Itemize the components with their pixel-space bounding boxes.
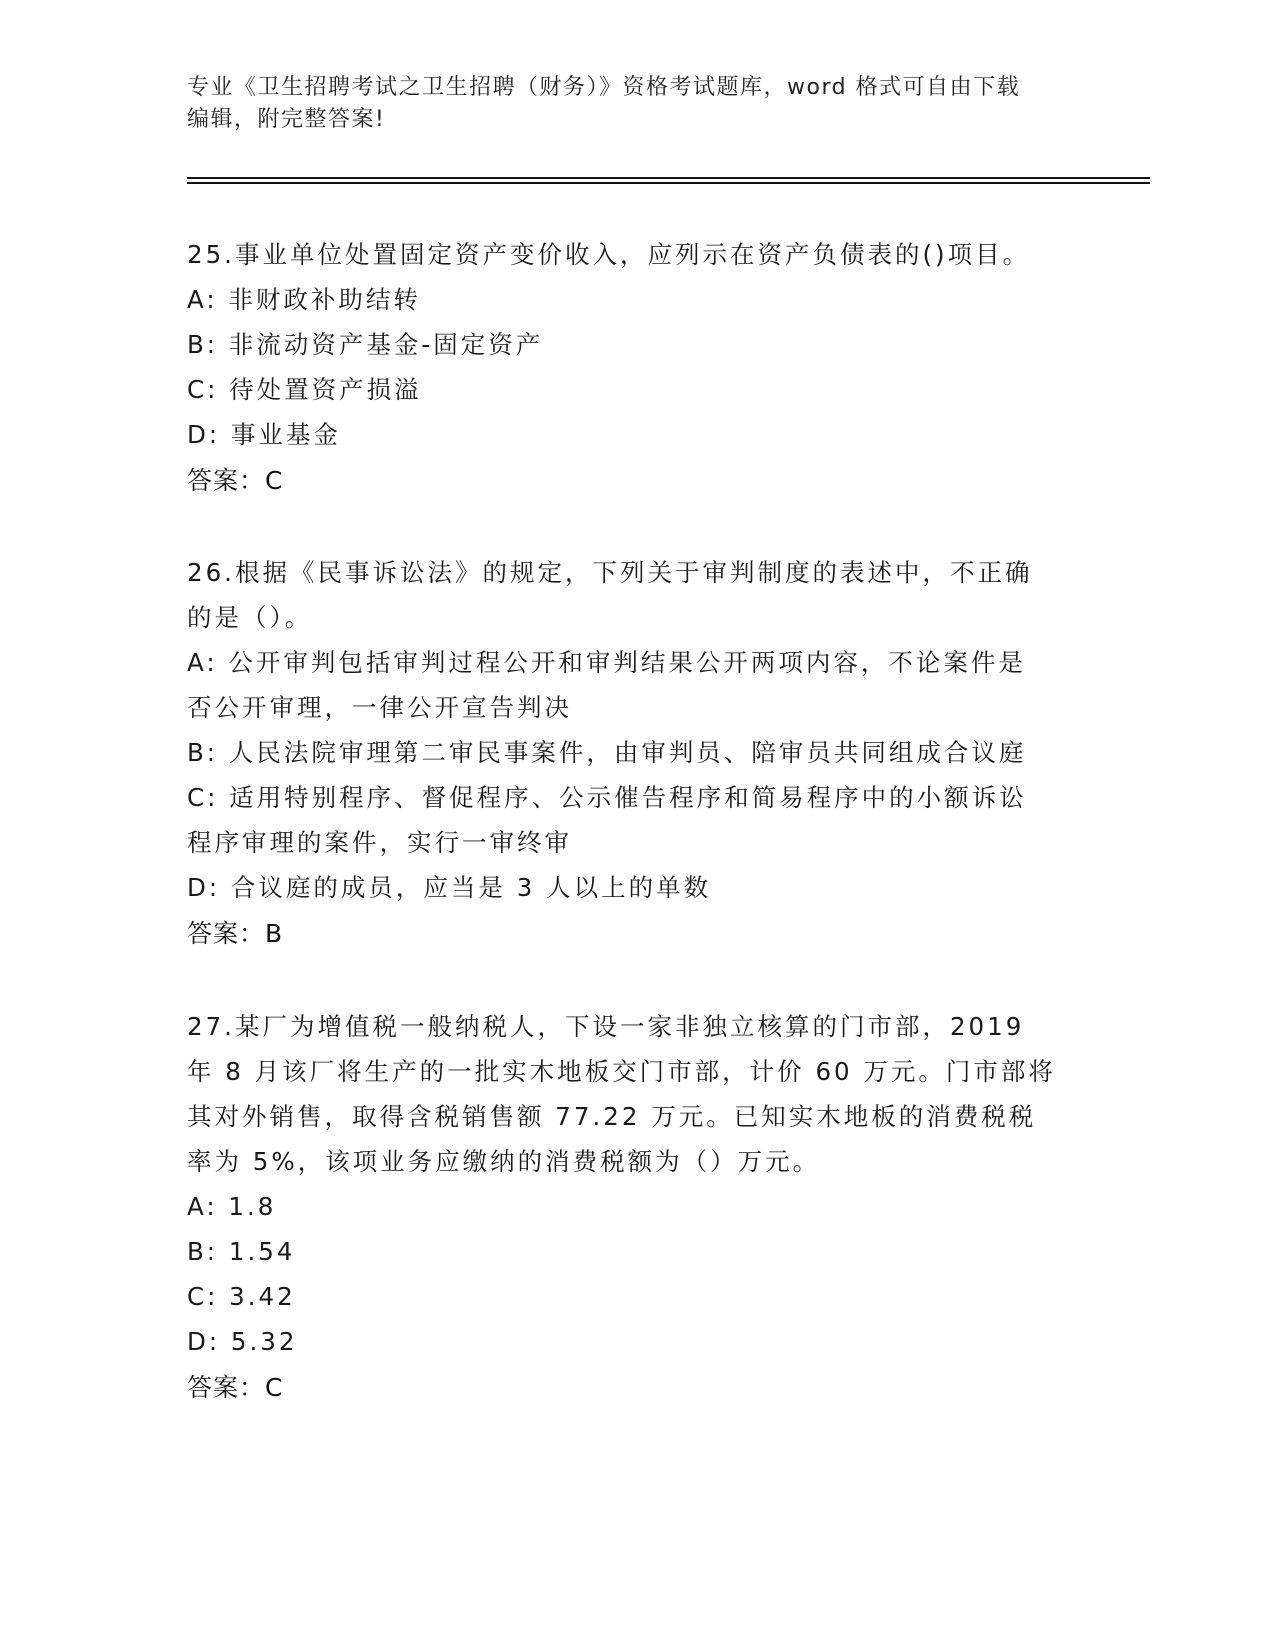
option-a: A: 1.8: [187, 1192, 277, 1221]
question-stem: 25.事业单位处置固定资产变价收入，应列示在资产负债表的()项目。: [187, 240, 1031, 269]
question-stem-line-4: 率为 5%，该项业务应缴纳的消费税额为（）万元。: [187, 1147, 821, 1176]
question-stem-line-1: 27.某厂为增值税一般纳税人，下设一家非独立核算的门市部，2019: [187, 1012, 1025, 1041]
question-stem-line-2: 的是（）。: [187, 603, 313, 632]
question-26: [187, 550, 1067, 956]
question-stem-line-3: 其对外销售，取得含税销售额 77.22 万元。已知实木地板的消费税税: [187, 1102, 1037, 1131]
document-header: [187, 72, 1087, 136]
answer-line: 答案：C: [187, 1373, 284, 1402]
question-stem-line-2: 年 8 月该厂将生产的一批实木地板交门市部，计价 60 万元。门市部将: [187, 1057, 1056, 1086]
option-b: B: 人民法院审理第二审民事案件，由审判员、陪审员共同组成合议庭: [187, 738, 1027, 767]
option-a-line-2: 否公开审理，一律公开宣告判决: [187, 693, 572, 722]
option-a-line-1: A: 公开审判包括审判过程公开和审判结果公开两项内容，不论案件是: [187, 648, 1026, 677]
option-c: C: 3.42: [187, 1282, 296, 1311]
question-27: [187, 1004, 1067, 1410]
answer-line: 答案：B: [187, 919, 284, 948]
option-a: A: 非财政补助结转: [187, 285, 421, 314]
header-divider-top: [187, 177, 1150, 179]
option-c-line-1: C: 适用特别程序、督促程序、公示催告程序和简易程序中的小额诉讼: [187, 783, 1027, 812]
option-d: D: 合议庭的成员，应当是 3 人以上的单数: [187, 873, 712, 902]
option-d: D: 事业基金: [187, 420, 341, 449]
option-b: B: 非流动资产基金-固定资产: [187, 330, 544, 359]
option-c: C: 待处置资产损溢: [187, 375, 422, 404]
option-d: D: 5.32: [187, 1327, 298, 1356]
option-c-line-2: 程序审理的案件，实行一审终审: [187, 828, 572, 857]
header-divider-bottom: [187, 182, 1150, 184]
option-b: B: 1.54: [187, 1237, 296, 1266]
header-line-2: 编辑，附完整答案!: [187, 107, 386, 132]
answer-line: 答案：C: [187, 466, 284, 495]
question-25: [187, 232, 1067, 503]
header-line-1: 专业《卫生招聘考试之卫生招聘（财务）》资格考试题库，word 格式可自由下载: [187, 75, 1021, 100]
question-stem-line-1: 26.根据《民事诉讼法》的规定，下列关于审判制度的表述中，不正确: [187, 558, 1033, 587]
